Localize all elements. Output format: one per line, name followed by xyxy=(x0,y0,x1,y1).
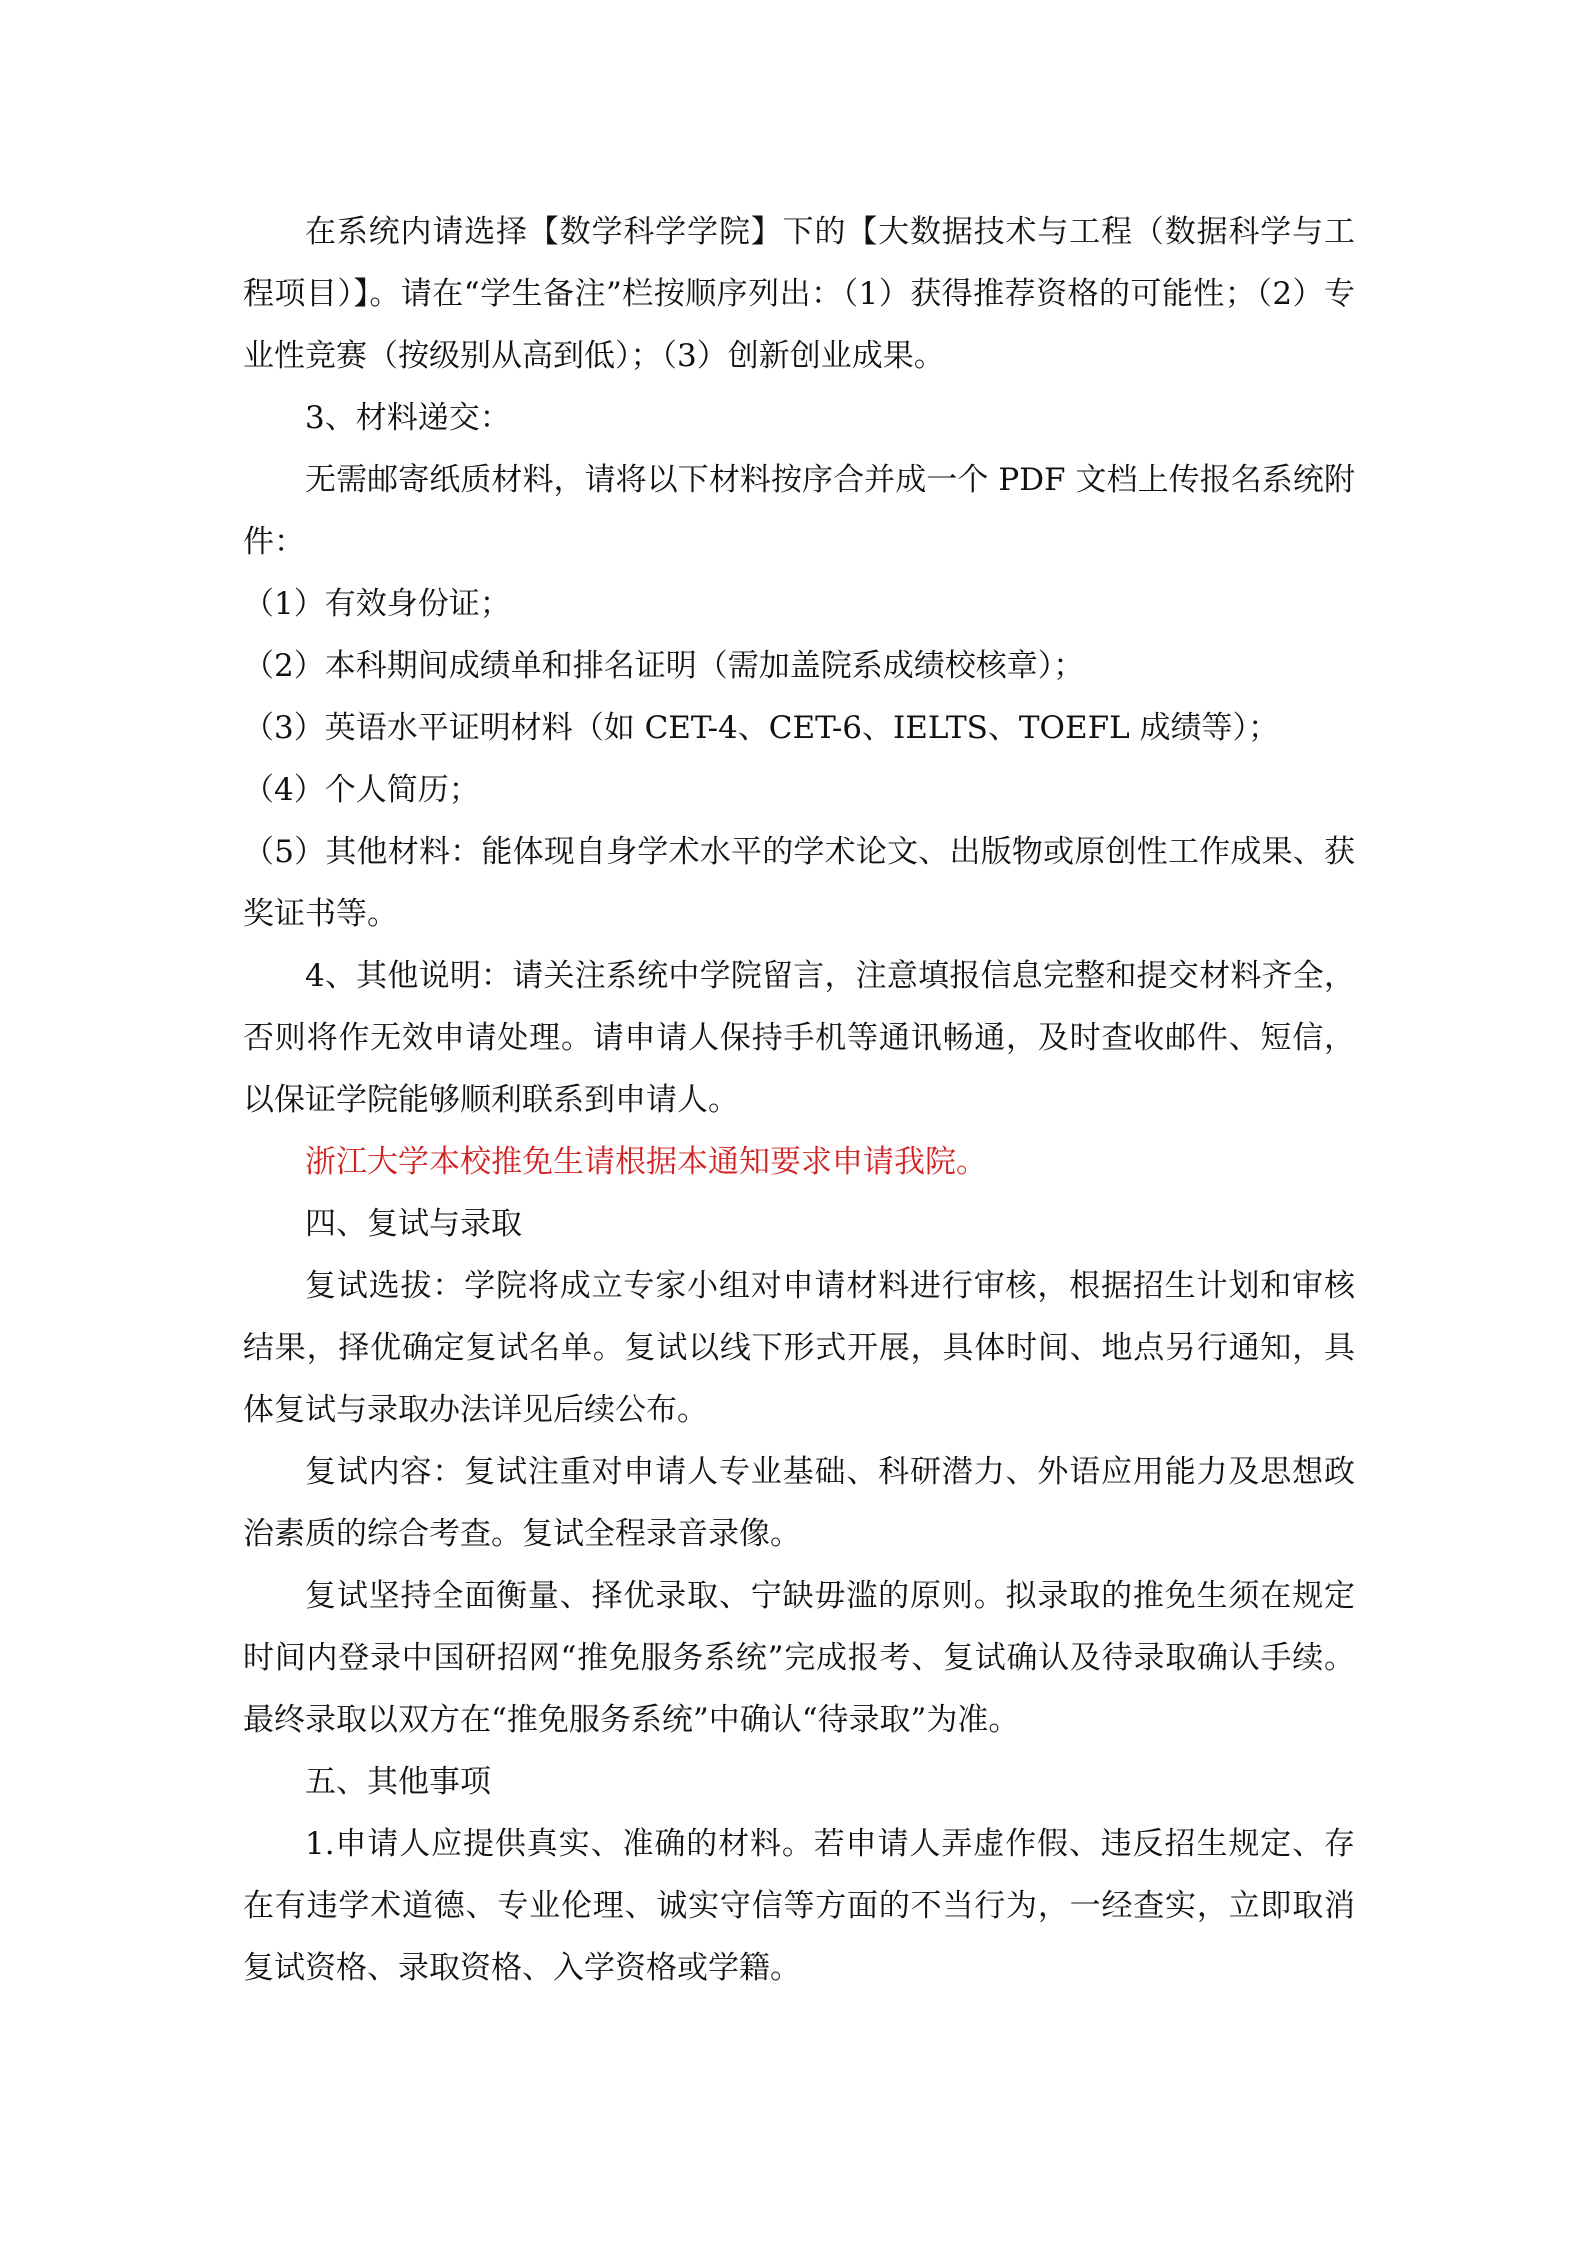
list-item-other-materials: （5）其他材料：能体现自身学术水平的学术论文、出版物或原创性工作成果、获奖证书等。 xyxy=(243,834,1355,932)
paragraph-other-notes: 4、其他说明：请关注系统中学院留言，注意填报信息完整和提交材料齐全，否则将作无效申请处理。请申请人保持手机等通讯畅通，及时查收邮件、短信，以保证学院能够顺利联系到申请人。 xyxy=(243,958,1355,1118)
paragraph-system-selection: 在系统内请选择【数学科学学院】下的【大数据技术与工程（数据科学与工程项目）】。请在“学生备注”栏按顺序列出：（1）获得推荐资格的可能性；（2）专业性竞赛（按级别从高到低）；（3）创新创业成果。 xyxy=(243,214,1355,374)
highlight-zju-notice: 浙江大学本校推免生请根据本通知要求申请我院。 xyxy=(305,1144,987,1180)
heading-retest-admission: 四、复试与录取 xyxy=(305,1206,522,1242)
heading-other-matters: 五、其他事项 xyxy=(305,1764,491,1800)
paragraph-retest-selection: 复试选拔：学院将成立专家小组对申请材料进行审核，根据招生计划和审核结果，择优确定复试名单。复试以线下形式开展，具体时间、地点另行通知，具体复试与录取办法详见后续公布。 xyxy=(243,1268,1355,1428)
document-body xyxy=(243,201,1355,1999)
paragraph-authenticity: 1.申请人应提供真实、准确的材料。若申请人弄虚作假、违反招生规定、存在有违学术道德、专业伦理、诚实守信等方面的不当行为，一经查实，立即取消复试资格、录取资格、入学资格或学籍。 xyxy=(243,1826,1355,1986)
paragraph-retest-content: 复试内容：复试注重对申请人专业基础、科研潜力、外语应用能力及思想政治素质的综合考查。复试全程录音录像。 xyxy=(243,1454,1355,1552)
paragraph-material-instructions: 无需邮寄纸质材料，请将以下材料按序合并成一个 PDF 文档上传报名系统附件： xyxy=(243,462,1355,560)
paragraph-retest-principles: 复试坚持全面衡量、择优录取、宁缺毋滥的原则。拟录取的推免生须在规定时间内登录中国研招网“推免服务系统”完成报考、复试确认及待录取确认手续。最终录取以双方在“推免服务系统”中确认“待录取”为准。 xyxy=(243,1578,1355,1738)
list-item-id-card: （1）有效身份证； xyxy=(243,586,511,622)
heading-material-submission: 3、材料递交： xyxy=(305,400,511,436)
list-item-transcript: （2）本科期间成绩单和排名证明（需加盖院系成绩校核章）； xyxy=(243,648,1085,684)
list-item-resume: （4）个人简历； xyxy=(243,772,480,808)
list-item-english-proof: （3）英语水平证明材料（如 CET-4、CET-6、IELTS、TOEFL 成绩等）； xyxy=(243,710,1280,746)
